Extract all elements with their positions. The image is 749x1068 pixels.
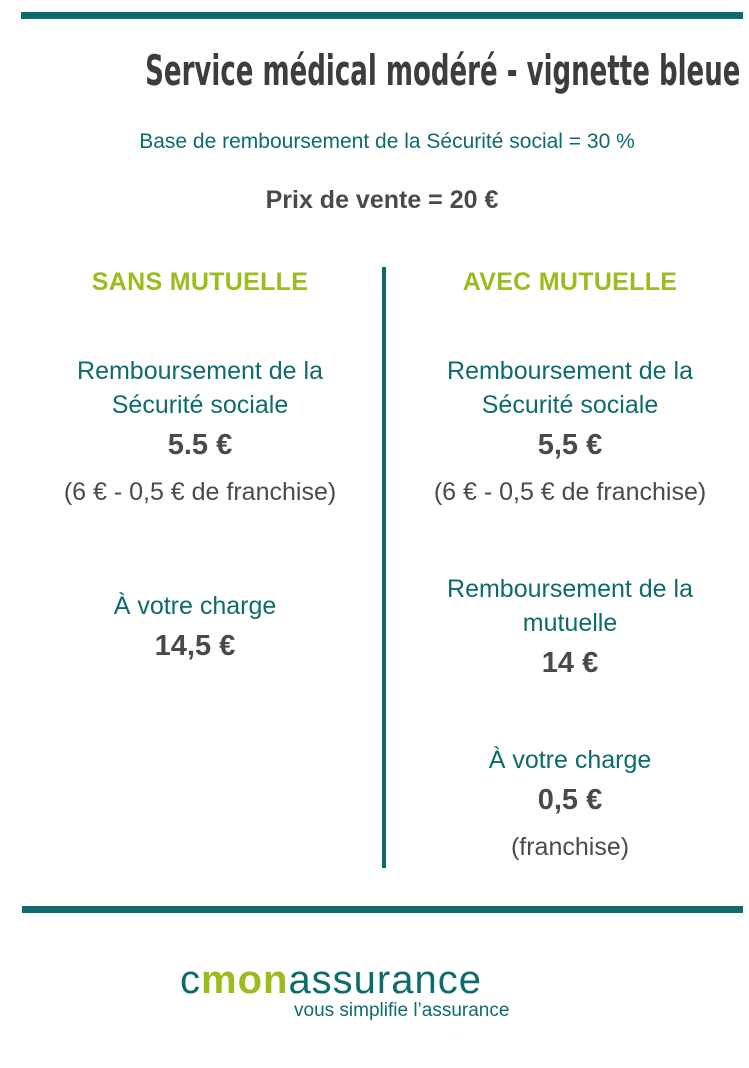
bottom-rule <box>22 906 743 913</box>
top-rule <box>21 12 743 19</box>
right-secu-amount: 5,5 € <box>537 429 603 461</box>
price-line: Prix de vente = 20 € <box>265 186 499 214</box>
right-mutuelle-label <box>390 572 749 640</box>
right-column-heading: AVEC MUTUELLE <box>462 268 678 296</box>
left-secu-amount: 5.5 € <box>167 429 233 461</box>
right-secu-label-line2: Sécurité sociale <box>481 391 659 419</box>
logo-part-mon: mon <box>201 958 289 1002</box>
left-secu-note: (6 € - 0,5 € de franchise) <box>63 478 337 506</box>
left-charge-label: À votre charge <box>113 592 277 620</box>
logo-wordmark <box>180 960 482 1000</box>
right-charge-note: (franchise) <box>510 833 630 861</box>
right-charge-amount: 0,5 € <box>537 784 603 816</box>
right-mutuelle-label-line2: mutuelle <box>522 609 618 637</box>
left-charge-amount: 14,5 € <box>154 630 236 662</box>
brand-logo <box>180 960 540 1024</box>
logo-part-c: c <box>180 958 201 1002</box>
right-secu-note: (6 € - 0,5 € de franchise) <box>433 478 707 506</box>
right-secu-label-line1: Remboursement de la <box>447 357 693 385</box>
logo-part-assurance: assurance <box>288 958 482 1002</box>
left-secu-label-line1: Remboursement de la <box>77 357 323 385</box>
left-secu-label <box>20 354 380 422</box>
right-mutuelle-amount: 14 € <box>541 647 599 679</box>
logo-tagline: vous simplifie l’assurance <box>294 1000 510 1021</box>
right-charge-label: À votre charge <box>488 746 652 774</box>
column-divider <box>382 267 386 868</box>
subtitle: Base de remboursement de la Sécurité social = 30 % <box>139 130 635 153</box>
page-title: Service médical modéré - vignette bleue <box>145 46 741 95</box>
left-secu-label-line2: Sécurité sociale <box>111 391 289 419</box>
left-column-heading: SANS MUTUELLE <box>91 268 309 296</box>
right-mutuelle-label-line1: Remboursement de la <box>447 575 693 603</box>
right-secu-label <box>390 354 749 422</box>
